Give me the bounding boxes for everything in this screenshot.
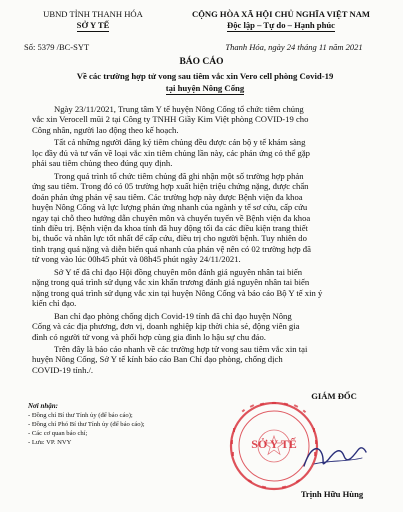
- paragraph-line: Cống và các địa phương, đơn vị, doanh nghiệp kịp thời chia sẻ, động viên gia: [32, 321, 300, 332]
- paragraph-line: đoán phản ứng phản vệ sau tiêm. Các trường hợp này được Bệnh viện đa khoa: [32, 191, 303, 202]
- paragraph-line: Sở Y tế đã chỉ đạo Hội đồng chuyên môn đánh giá nguyên nhân tai biến: [54, 266, 303, 277]
- nation-line-1: CỘNG HÒA XÃ HỘI CHỦ NGHĨA VIỆT NAM: [191, 9, 371, 19]
- paragraph-line: nặng trong quá trình sử dụng vắc xin khẩn trương đánh giá nguyên nhân tai biến: [32, 277, 310, 288]
- paragraph-line: nặng trong quá trình sử dụng vắc xin tại huyện Nông Cống và báo cáo Bộ Y tế xin ý: [32, 287, 323, 298]
- paragraph-line: bị, thuốc và nhân lực tốt nhất để cấp cứu, điều trị cho người bệnh. Tuy nhiên do: [32, 233, 307, 244]
- subtitle-line-2: tại huyện Nông Cống: [165, 83, 245, 93]
- subtitle-line-1: Về các trường hợp tử vong sau tiêm vắc xin Vero cell phòng Covid-19: [76, 71, 334, 81]
- national-motto: [166, 9, 396, 32]
- body-paragraph: [32, 311, 396, 342]
- document-date: Thanh Hóa, ngày 24 tháng 11 năm 2021: [225, 42, 363, 52]
- paragraph-line: tử vong vào lúc 00h45 phút và 08h45 phút ngày 24/11/2021.: [32, 254, 241, 265]
- paragraph-line: Ban chỉ đạo phòng chống dịch Covid-19 tỉnh đã chỉ đạo huyện Nông: [54, 310, 292, 321]
- signatory-title: GIÁM ĐỐC: [311, 391, 357, 401]
- body-paragraph: [32, 171, 396, 265]
- paragraph-line: huyện Nông Cống và lực lượng phản ứng nhanh của ngành y tế sơ cứu, cấp cứu: [32, 202, 308, 213]
- body-paragraph: [32, 137, 396, 168]
- stamp-text: SỞ Y TẾ: [251, 437, 297, 451]
- org-line-2: SỞ Y TẾ: [76, 20, 110, 30]
- paragraph-line: phải sau tiêm chủng theo đúng quy định.: [32, 158, 173, 169]
- paragraph-line: Tất cả những người đăng ký tiêm chủng đều được cán bộ y tế khám sàng: [54, 137, 306, 148]
- body-paragraph: [32, 344, 396, 375]
- paragraph-line: COVID-19 tỉnh./.: [32, 364, 94, 375]
- signatory-name: Trịnh Hữu Hùng: [300, 489, 364, 499]
- body-paragraph: [32, 267, 396, 309]
- recipient-item: - Đồng chí Phó Bí thư Tỉnh ủy (để báo cáo);: [28, 421, 145, 428]
- recipient-item: - Đồng chí Bí thư Tỉnh ủy (để báo cáo);: [28, 412, 133, 419]
- issuing-authority: [28, 9, 158, 32]
- paragraph-line: ngay tại chỗ theo hướng dẫn chuyên môn và chuyển tuyến về Bệnh viện đa khoa: [32, 212, 311, 223]
- paragraph-line: Trên đây là báo cáo nhanh về các trường hợp tử vong sau tiêm vắc xin tại: [54, 343, 308, 354]
- paragraph-line: tình trạng quá nặng và diễn biến quá nhanh của phản vệ nên có 02 trường hợp đã: [32, 243, 311, 254]
- handwritten-signature: [300, 440, 370, 474]
- document-title: BÁO CÁO: [179, 57, 224, 67]
- paragraph-line: Trong quá trình tổ chức tiêm chủng đã ghi nhận một số trường hợp phản: [54, 170, 304, 181]
- paragraph-line: huyện Nông Cống, Sở Y tế kính báo cáo Ban Chỉ đạo phòng, chống dịch: [32, 354, 283, 365]
- body-paragraph: [32, 104, 396, 135]
- paragraph-line: ứng sau tiêm. Trong đó có 05 trường hợp xuất hiện triệu chứng nặng, được chẩn: [32, 181, 309, 192]
- paragraph-line: Ngày 23/11/2021, Trung tâm Y tế huyện Nông Cống tổ chức tiêm chủng: [54, 104, 304, 114]
- org-line-1: UBND TỈNH THANH HÓA: [43, 9, 143, 19]
- document-number: Số: 5379 /BC-SYT: [24, 42, 90, 52]
- recipients-block: [28, 402, 198, 447]
- recipient-item: - Các cơ quan báo chí;: [28, 430, 88, 437]
- document-body: [32, 104, 396, 377]
- paragraph-line: lọc đầy đủ và tư vấn về loại vắc xin tiêm chủng lần này, các phản ứng có thể gặp: [32, 147, 310, 158]
- paragraph-line: đình có người tử vong và phối hợp cùng gia đình lo hậu sự chu đáo.: [32, 331, 266, 342]
- paragraph-line: vắc xin Verocell mũi 2 tại Công ty TNHH Giầy Kim Việt phòng COVID-19 cho: [32, 114, 309, 125]
- paragraph-line: kiến chỉ đạo.: [32, 298, 77, 309]
- paragraph-line: Công nhân, người lao động theo kế hoạch.: [32, 124, 179, 135]
- paragraph-line: tỉnh điều trị. Bệnh viện đa khoa tỉnh đã huy động tối đa các điều kiện trang thiết: [32, 222, 308, 233]
- recipients-heading: Nơi nhận:: [28, 402, 59, 410]
- nation-line-2: Độc lập – Tự do – Hạnh phúc: [227, 20, 335, 30]
- document-subtitle: [20, 70, 390, 95]
- recipient-item: - Lưu: VP. NVY: [28, 439, 72, 446]
